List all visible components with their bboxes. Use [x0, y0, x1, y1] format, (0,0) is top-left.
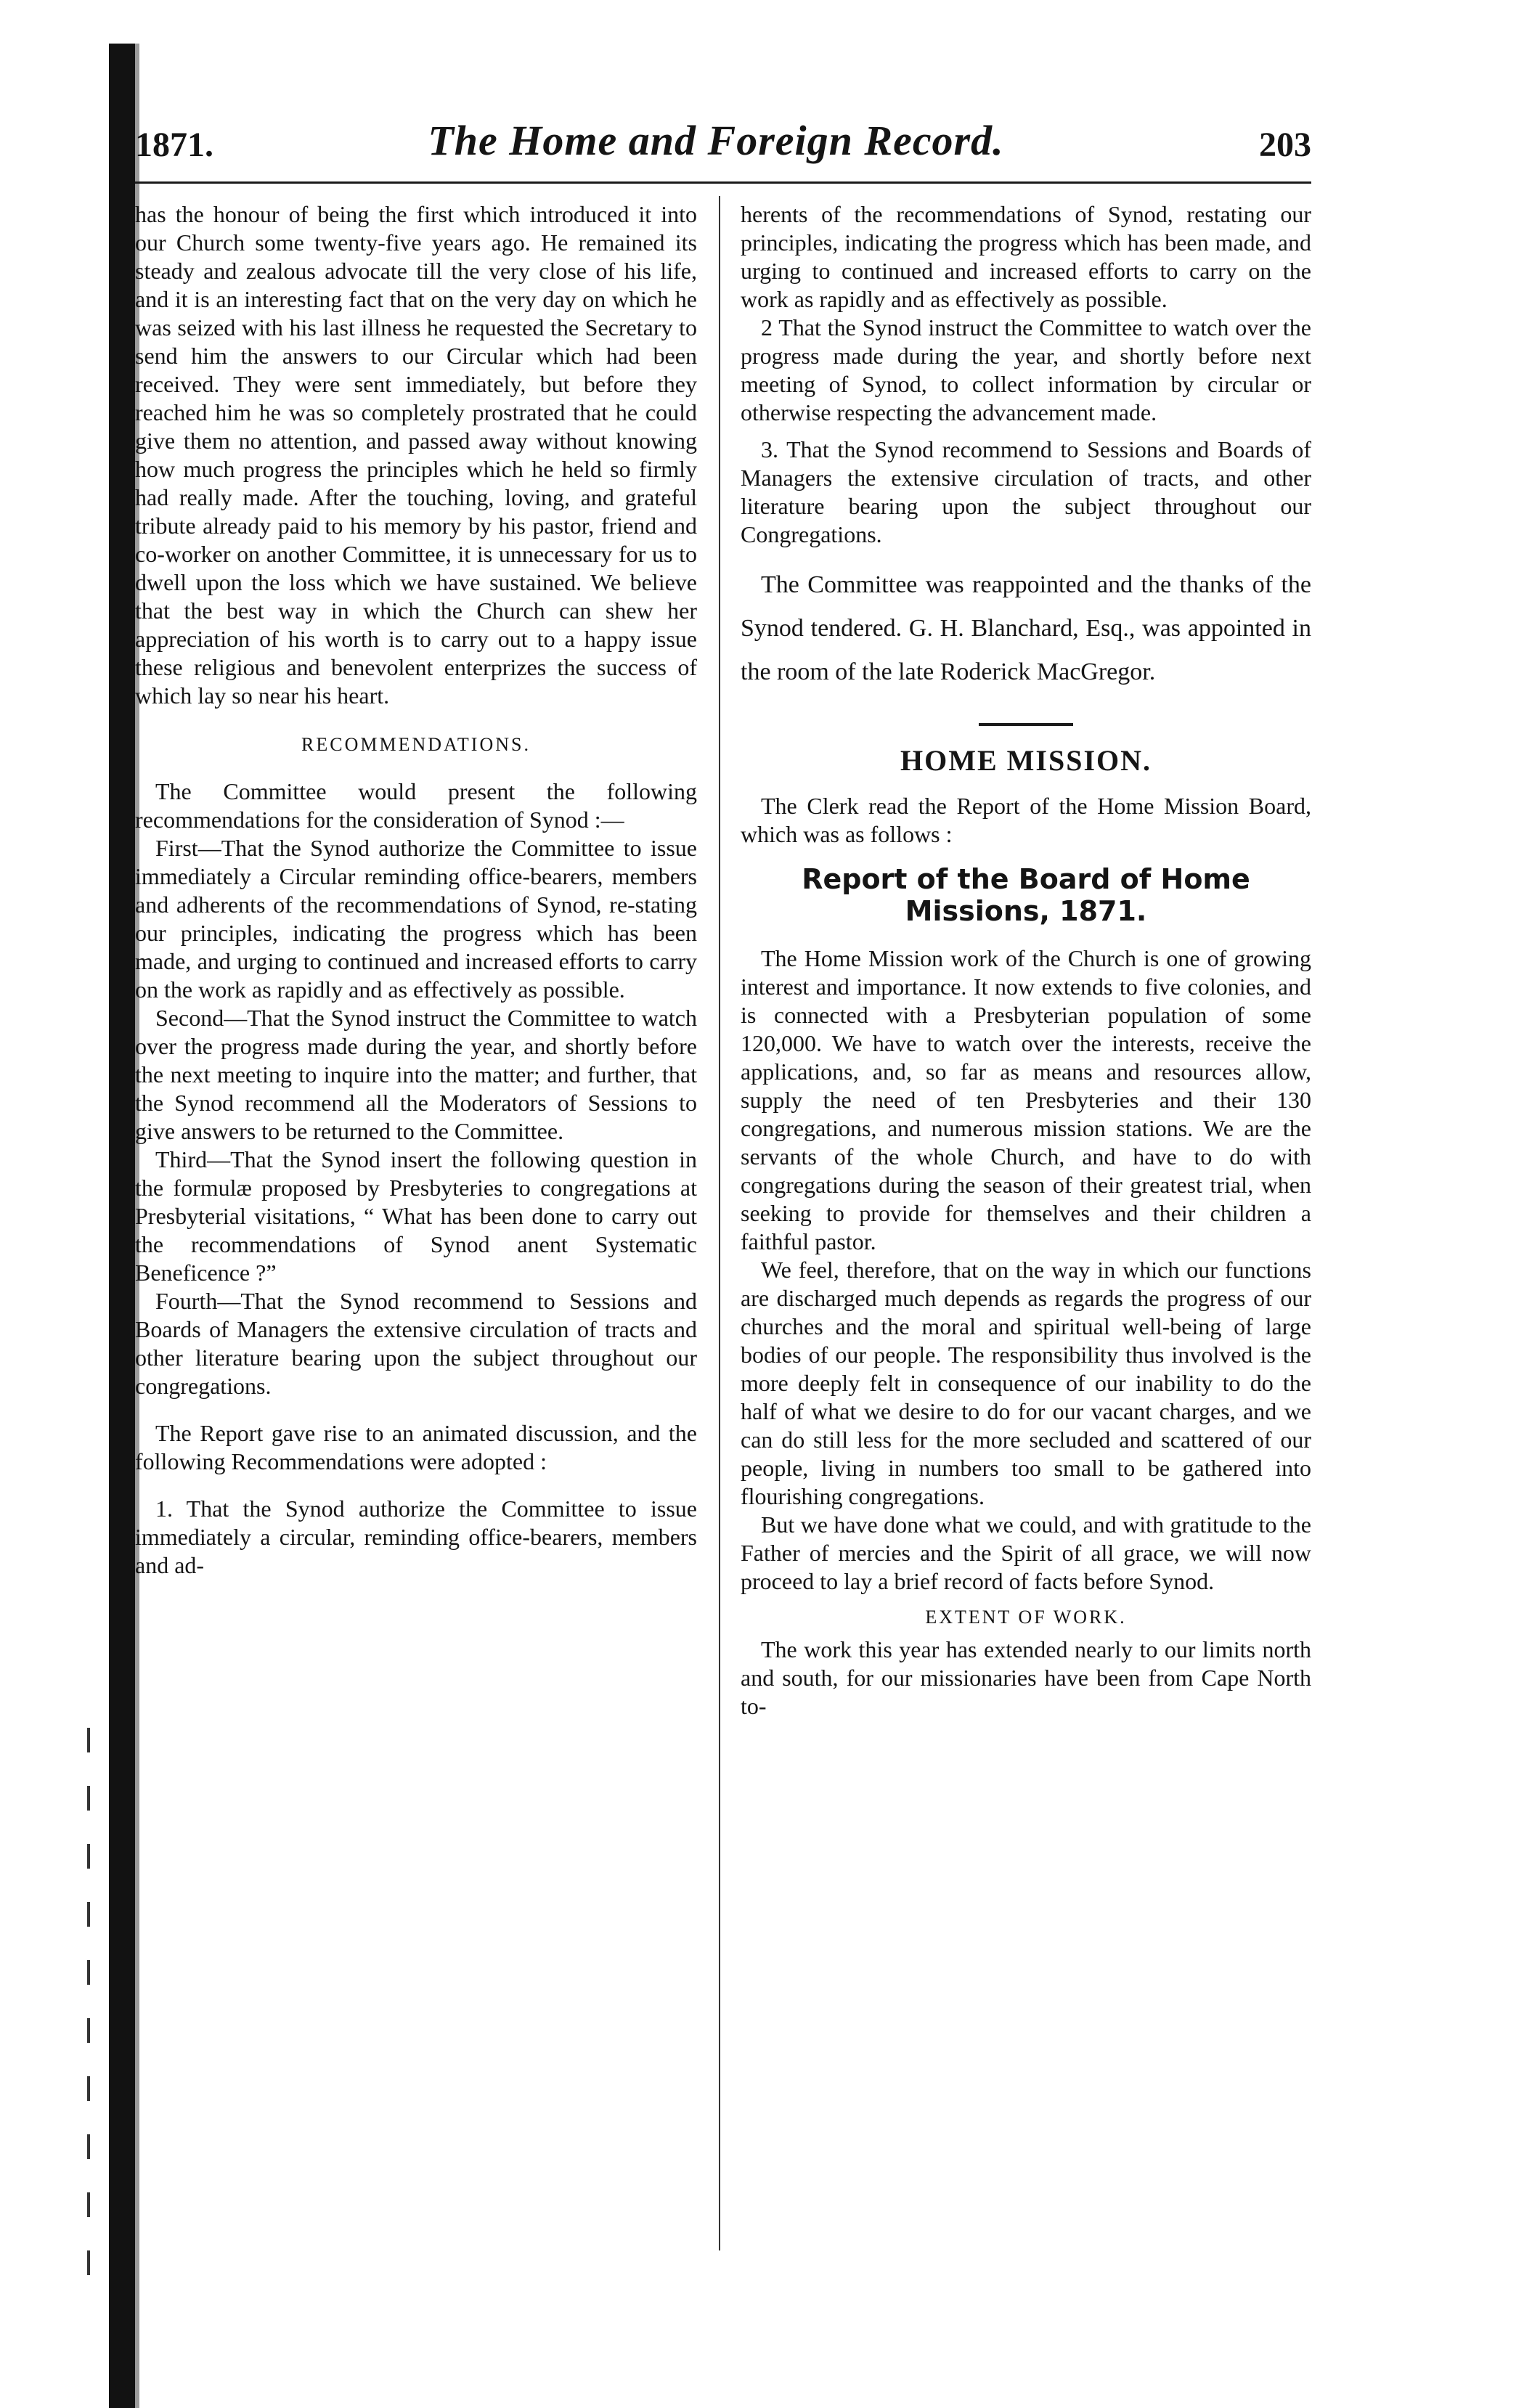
page-number: 203 — [1259, 126, 1311, 164]
paragraph-continued: has the honour of being the first which introduced it into our Church some twenty-five years ago. He remained its steady and zealous advocate till the very close of his life, and it is an interesting fact that on the very day on which he was seized with his last illness he requested the Secretary to send him the answers to our Circular which had been received. They were sent immediately, but before they reached him he was so completely prostrated that he could give them no attention, and passed away without knowing how much progress the principles which he held so firmly had really made. After the touching, loving, and grateful tribute already paid to his memory by his pastor, friend and co-worker on another Committee, it is unnecessary for us to dwell upon the loss which we have sustained. We believe that the best way in which the Church can shew her appreciation of his worth is to carry out to a happy issue these religious and benevolent enterprizes the success of which lay so near his heart. — [135, 201, 697, 709]
left-column — [135, 200, 697, 1580]
recommendations-intro: The Committee would present the following recommendations for the consideration of Synod :— — [135, 778, 697, 833]
recommendation-item: Fourth—That the Synod recommend to Sessions and Boards of Managers the extensive circulation of tracts and other literature bearing upon the subject throughout our congregations. — [135, 1288, 697, 1399]
right-column — [741, 200, 1311, 1721]
gutter-bleed-marks — [73, 1728, 97, 2309]
recommendation-item: First—That the Synod authorize the Committee to issue immediately a Circular reminding office-bearers, members and adherents of the recommendations of Synod, re-stating our principles, indicating the progress which has been made, and urging to continued and increased efforts to carry on the work as rapidly and as effectively as possible. — [135, 835, 697, 1003]
committee-reappointed: The Committee was reappointed and the thanks of the Synod tendered. G. H. Blanchard, Esq., was appointed in the room of the late Roderick MacGregor. — [741, 571, 1311, 685]
report-paragraph: The Home Mission work of the Church is one of growing interest and importance. It now extends to five colonies, and is connected with a Presbyterian population of some 120,000. We have to watch over the interests, receive the applications, and, so far as means and resources allow, supply the need of ten Presbyteries and their 130 congregations, and numerous mission stations. We are the servants of the whole Church, and have to do with congregations during the season of their greatest trial, when seeking to provide for themselves and their children a faithful pastor. — [741, 945, 1311, 1254]
report-paragraph: But we have done what we could, and with gratitude to the Father of mercies and the Spirit of all grace, we will now proceed to lay a brief record of facts before Synod. — [741, 1511, 1311, 1594]
header-title: The Home and Foreign Record. — [428, 117, 1004, 164]
recommendation-item: Third—That the Synod insert the following question in the formulæ proposed by Presbyteries to congregations at Presbyterial visitations, “ What has been done to carry out the recommendations of Synod anent Systematic Beneficence ?” — [135, 1146, 697, 1286]
column-divider — [719, 196, 720, 2250]
adopted-recommendation: 2 That the Synod instruct the Committee to watch over the progress made during the year, and shortly before next meeting of Synod, to collect information by circular or otherwise respecting the advancement made. — [741, 314, 1311, 425]
report-paragraph: We feel, therefore, that on the way in which our functions are discharged much depends as regards the progress of our churches and the moral and spiritual well-being of large bodies of our people. The responsibility thus involved is the more deeply felt in consequence of our inability to do the half of what we desire to do for our vacant charges, and we can do still less for the more secluded and scattered of our people, living in numbers too small to be gathered into flourishing congregations. — [741, 1257, 1311, 1509]
report-discussion: The Report gave rise to an animated discussion, and the following Recommendations were adopted : — [135, 1420, 697, 1474]
adopted-recommendation: 1. That the Synod authorize the Committee to issue immediately a circular, reminding office-bearers, members and ad- — [135, 1495, 697, 1578]
header-rule — [135, 181, 1311, 184]
adopted-recommendation-continued: herents of the recommendations of Synod, restating our principles, indicating the progress which has been made, and urging to continued and increased efforts to carry on the work as rapidly and as effectively as possible. — [741, 201, 1311, 312]
header-year: 1871. — [135, 126, 213, 164]
recommendation-item: Second—That the Synod instruct the Committee to watch over the progress made during the year, and shortly before the next meeting to inquire into the matter; and further, that the Synod recommend all the Moderators of Sessions to give answers to be returned to the Committee. — [135, 1005, 697, 1144]
page-binding-edge — [109, 44, 135, 2408]
running-header — [135, 109, 1311, 174]
clerk-read-paragraph: The Clerk read the Report of the Home Mission Board, which was as follows : — [741, 793, 1311, 847]
adopted-recommendation: 3. That the Synod recommend to Sessions and Boards of Managers the extensive circulation of tracts, and other literature bearing upon the subject throughout our Congregations. — [741, 436, 1311, 547]
recommendations-heading: RECOMMENDATIONS. — [301, 734, 531, 755]
home-mission-heading: HOME MISSION. — [900, 744, 1152, 777]
report-title: Report of the Board of Home Missions, 1871. — [802, 863, 1250, 927]
extent-paragraph: The work this year has extended nearly to our limits north and south, for our missionaries have been from Cape North to- — [741, 1636, 1311, 1719]
section-divider — [979, 723, 1073, 726]
extent-of-work-heading: EXTENT OF WORK. — [925, 1607, 1127, 1628]
